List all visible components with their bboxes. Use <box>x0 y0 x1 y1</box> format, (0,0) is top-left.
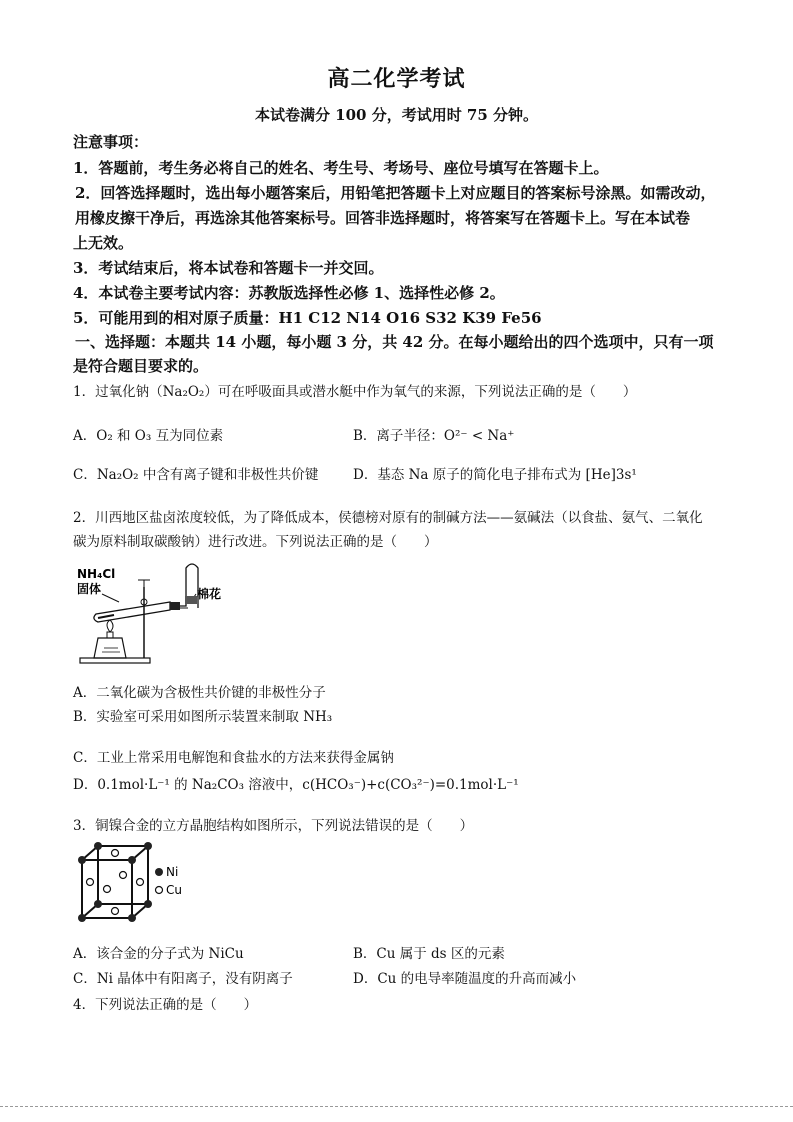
q2-stem-line-2: 碳为原料制取碳酸钠）进行改进。下列说法正确的是（ ） <box>73 534 438 550</box>
label-cotton: 棉花 <box>197 587 222 601</box>
notice-heading: 注意事项： <box>73 133 149 151</box>
cu-atom <box>137 879 144 886</box>
cu-atom <box>112 908 119 915</box>
ni-atom <box>128 856 136 864</box>
q3-option-a: A．该合金的分子式为 NiCu <box>73 946 244 962</box>
q1-option-d: D．基态 Na 原子的简化电子排布式为 [He]3s¹ <box>353 467 637 483</box>
section-1-intro-line-2: 是符合题目要求的。 <box>73 357 209 375</box>
notice-item-3: 3．考试结束后，将本试卷和答题卡一并交回。 <box>73 259 384 277</box>
page-bottom-divider <box>0 1106 793 1107</box>
ni-atom <box>144 900 152 908</box>
q3-option-d: D．Cu 的电导率随温度的升高而减小 <box>353 971 577 987</box>
apparatus-figure <box>74 562 234 667</box>
q2-stem-line-1: 2．川西地区盐卤浓度较低，为了降低成本，侯德榜对原有的制碱方法——氨碱法（以食盐、氨气、二氧化 <box>73 510 703 526</box>
q1-stem: 1．过氧化钠（Na₂O₂）可在呼吸面具或潜水艇中作为氧气的来源，下列说法正确的是（ ） <box>73 384 637 400</box>
label-nh4cl: NH₄Cl <box>77 567 116 581</box>
cu-atom <box>112 850 119 857</box>
cu-atom <box>120 872 127 879</box>
page-title: 高二化学考试 <box>327 66 466 92</box>
q2-option-b: B．实验室可采用如图所示装置来制取 NH₃ <box>73 709 333 725</box>
cu-atom <box>87 879 94 886</box>
notice-item-2-line-3: 上无效。 <box>73 234 134 252</box>
section-1-intro-line-1: 一、选择题：本题共 14 小题，每小题 3 分，共 42 分。在每小题给出的四个选项中，只有一项 <box>75 333 714 351</box>
notice-item-1: 1．答题前，考生务必将自己的姓名、考生号、考场号、座位号填写在答题卡上。 <box>73 159 609 177</box>
legend-cu: Cu <box>166 883 182 897</box>
cu-atom <box>104 886 111 893</box>
q2-option-a: A．二氧化碳为含极性共价键的非极性分子 <box>73 685 326 701</box>
q1-option-b: B．离子半径：O²⁻ < Na⁺ <box>353 428 515 444</box>
q3-option-c: C．Ni 晶体中有阳离子，没有阴离子 <box>73 971 293 987</box>
ni-atom <box>78 856 86 864</box>
legend-ni: Ni <box>166 865 179 879</box>
exam-info: 本试卷满分 100 分，考试用时 75 分钟。 <box>254 106 539 124</box>
label-solid: 固体 <box>77 582 102 596</box>
notice-item-2-line-2: 用橡皮擦干净后，再选涂其他答案标号。回答非选择题时，将答案写在答题卡上。写在本试卷 <box>75 209 691 227</box>
notice-item-2-line-1: 2．回答选择题时，选出每小题答案后，用铅笔把答题卡上对应题目的答案标号涂黑。如需改动， <box>75 184 716 202</box>
ni-atom <box>128 914 136 922</box>
q2-option-c: C．工业上常采用电解饱和食盐水的方法来获得金属钠 <box>73 750 394 766</box>
q3-option-b: B．Cu 属于 ds 区的元素 <box>353 946 505 962</box>
q3-stem: 3．铜镍合金的立方晶胞结构如图所示，下列说法错误的是（ ） <box>73 818 474 834</box>
q4-stem: 4．下列说法正确的是（ ） <box>73 997 258 1013</box>
notice-item-4: 4．本试卷主要考试内容：苏教版选择性必修 1、选择性必修 2。 <box>73 284 505 302</box>
ni-atom <box>144 842 152 850</box>
q1-option-a: A．O₂ 和 O₃ 互为同位素 <box>73 428 224 444</box>
ni-atom <box>78 914 86 922</box>
ni-atom <box>94 900 102 908</box>
crystal-cell-figure <box>74 838 194 928</box>
ni-atom <box>94 842 102 850</box>
q2-option-d: D．0.1mol·L⁻¹ 的 Na₂CO₃ 溶液中，c(HCO₃⁻)+c(CO₃²⁻)=0.1mol·L⁻¹ <box>73 777 519 793</box>
q1-option-c: C．Na₂O₂ 中含有离子键和非极性共价键 <box>73 467 319 483</box>
notice-item-5: 5．可能用到的相对原子质量：H1 C12 N14 O16 S32 K39 Fe56 <box>73 309 542 327</box>
